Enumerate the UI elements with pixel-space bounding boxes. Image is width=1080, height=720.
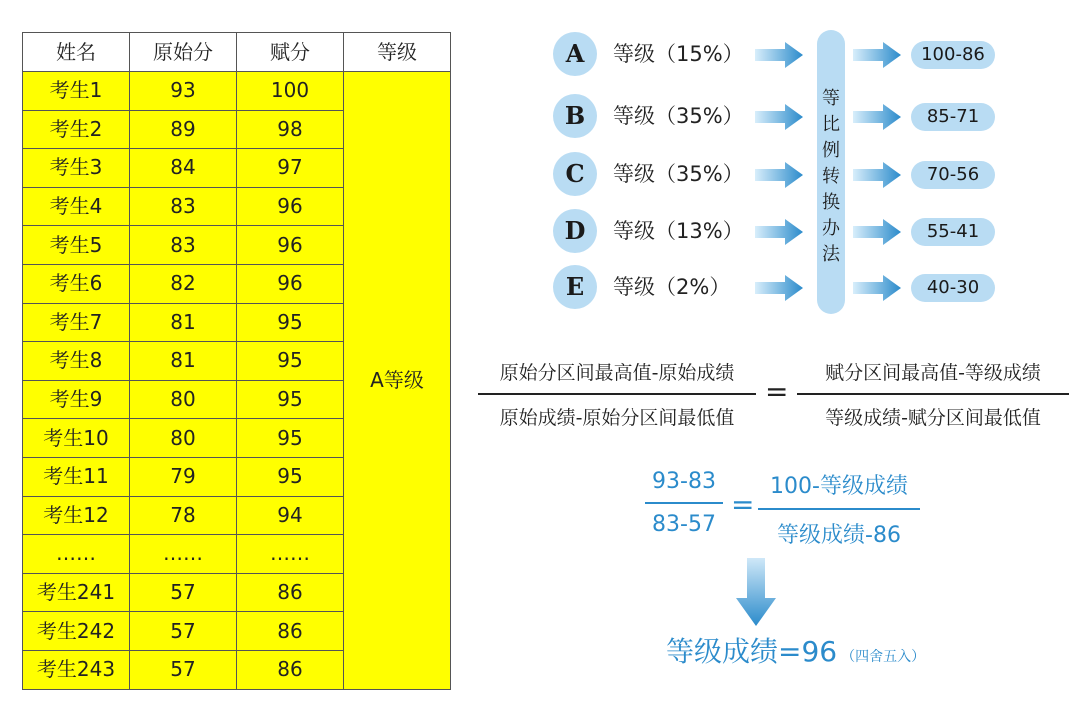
assigned-score-cell: 86 <box>237 612 344 651</box>
raw-score-cell: 80 <box>130 380 237 419</box>
raw-score-cell: 57 <box>130 650 237 689</box>
result-value: 等级成绩=96 <box>666 635 838 668</box>
calc-left-fraction <box>645 469 723 537</box>
fraction-bar <box>645 502 723 504</box>
score-range-pill: 70-56 <box>911 161 995 189</box>
right-arrow-icon <box>853 104 901 134</box>
grade-percentage-label: 等级（35%） <box>613 104 744 128</box>
formula-right-numerator: 赋分区间最高值-等级成绩 <box>825 362 1041 384</box>
score-table <box>22 32 451 690</box>
header-grade: 等级 <box>344 33 451 72</box>
grade-letter-badge: B <box>553 94 597 138</box>
student-name-cell: 考生11 <box>23 457 130 496</box>
assigned-score-cell: …… <box>237 535 344 574</box>
fraction-bar <box>478 393 756 395</box>
assigned-score-cell: 95 <box>237 342 344 381</box>
raw-score-cell: 93 <box>130 72 237 111</box>
assigned-score-cell: 97 <box>237 149 344 188</box>
student-name-cell: 考生10 <box>23 419 130 458</box>
rounding-note: （四舍五入） <box>841 649 926 665</box>
down-arrow-icon <box>736 558 776 628</box>
score-range-pill: 40-30 <box>911 274 995 302</box>
formula-left-numerator: 原始分区间最高值-原始成绩 <box>499 362 735 384</box>
student-name-cell: 考生242 <box>23 612 130 651</box>
header-assigned-score: 赋分 <box>237 33 344 72</box>
grade-letter-badge: C <box>553 152 597 196</box>
grade-percentage-label: 等级（2%） <box>613 275 731 299</box>
raw-score-cell: 82 <box>130 264 237 303</box>
calc-left-numerator: 93-83 <box>652 469 716 494</box>
student-name-cell: 考生7 <box>23 303 130 342</box>
right-arrow-icon <box>755 219 803 249</box>
grade-row-e <box>553 265 1013 309</box>
student-name-cell: 考生8 <box>23 342 130 381</box>
formula-equals-sign: = <box>765 375 789 408</box>
grade-letter-badge: D <box>553 209 597 253</box>
raw-score-cell: 89 <box>130 110 237 149</box>
grade-row-d <box>553 209 1013 253</box>
assigned-score-cell: 96 <box>237 264 344 303</box>
grade-percentage-label: 等级（15%） <box>613 42 744 66</box>
raw-score-cell: 81 <box>130 342 237 381</box>
calc-right-numerator: 100-等级成绩 <box>770 474 908 499</box>
raw-score-cell: 57 <box>130 612 237 651</box>
raw-score-cell: 79 <box>130 457 237 496</box>
score-range-pill: 55-41 <box>911 218 995 246</box>
raw-score-cell: 81 <box>130 303 237 342</box>
student-name-cell: 考生5 <box>23 226 130 265</box>
raw-score-cell: 57 <box>130 573 237 612</box>
fraction-bar <box>758 508 920 510</box>
score-range-pill: 100-86 <box>911 41 995 69</box>
right-arrow-icon <box>853 275 901 305</box>
formula-right-denominator: 等级成绩-赋分区间最低值 <box>825 407 1041 429</box>
conversion-method-bar <box>817 30 845 314</box>
table-row <box>23 72 451 111</box>
student-name-cell: 考生4 <box>23 187 130 226</box>
grade-row-b <box>553 94 1013 138</box>
table-header-row <box>23 33 451 72</box>
grade-row-c <box>553 152 1013 196</box>
grade-letter-badge: A <box>553 32 597 76</box>
header-name: 姓名 <box>23 33 130 72</box>
right-arrow-icon <box>755 104 803 134</box>
table-body <box>23 72 451 690</box>
student-name-cell: 考生12 <box>23 496 130 535</box>
assigned-score-cell: 96 <box>237 226 344 265</box>
calc-right-denominator: 等级成绩-86 <box>777 523 901 548</box>
grade-merged-cell: A等级 <box>344 72 451 690</box>
right-arrow-icon <box>755 162 803 192</box>
assigned-score-cell: 95 <box>237 303 344 342</box>
assigned-score-cell: 98 <box>237 110 344 149</box>
raw-score-cell: 83 <box>130 226 237 265</box>
student-name-cell: 考生3 <box>23 149 130 188</box>
grade-percentage-label: 等级（35%） <box>613 162 744 186</box>
student-name-cell: 考生241 <box>23 573 130 612</box>
raw-score-cell: 78 <box>130 496 237 535</box>
assigned-score-cell: 95 <box>237 457 344 496</box>
grade-percentage-label: 等级（13%） <box>613 219 744 243</box>
calc-left-denominator: 83-57 <box>652 512 716 537</box>
raw-score-cell: 80 <box>130 419 237 458</box>
assigned-score-cell: 95 <box>237 419 344 458</box>
formula-right-fraction <box>797 358 1069 430</box>
student-name-cell: 考生2 <box>23 110 130 149</box>
student-name-cell: 考生9 <box>23 380 130 419</box>
formula-left-fraction <box>478 358 756 430</box>
calc-right-fraction <box>758 469 920 549</box>
fraction-bar <box>797 393 1069 395</box>
right-arrow-icon <box>853 162 901 192</box>
student-name-cell: 考生6 <box>23 264 130 303</box>
formula-left-denominator: 原始成绩-原始分区间最低值 <box>499 407 735 429</box>
assigned-score-cell: 96 <box>237 187 344 226</box>
right-arrow-icon <box>755 42 803 72</box>
calc-equals-sign: = <box>731 488 755 521</box>
assigned-score-cell: 86 <box>237 573 344 612</box>
score-range-pill: 85-71 <box>911 103 995 131</box>
raw-score-cell: 84 <box>130 149 237 188</box>
right-arrow-icon <box>853 42 901 72</box>
raw-score-cell: 83 <box>130 187 237 226</box>
student-name-cell: 考生243 <box>23 650 130 689</box>
student-name-cell: …… <box>23 535 130 574</box>
assigned-score-cell: 86 <box>237 650 344 689</box>
grade-letter-badge: E <box>553 265 597 309</box>
right-arrow-icon <box>755 275 803 305</box>
grade-row-a <box>553 32 1013 76</box>
header-raw-score: 原始分 <box>130 33 237 72</box>
assigned-score-cell: 95 <box>237 380 344 419</box>
student-name-cell: 考生1 <box>23 72 130 111</box>
conversion-method-label: 等比例转换办法 <box>822 88 840 265</box>
assigned-score-cell: 100 <box>237 72 344 111</box>
raw-score-cell: …… <box>130 535 237 574</box>
result-line <box>666 630 925 670</box>
right-arrow-icon <box>853 219 901 249</box>
assigned-score-cell: 94 <box>237 496 344 535</box>
